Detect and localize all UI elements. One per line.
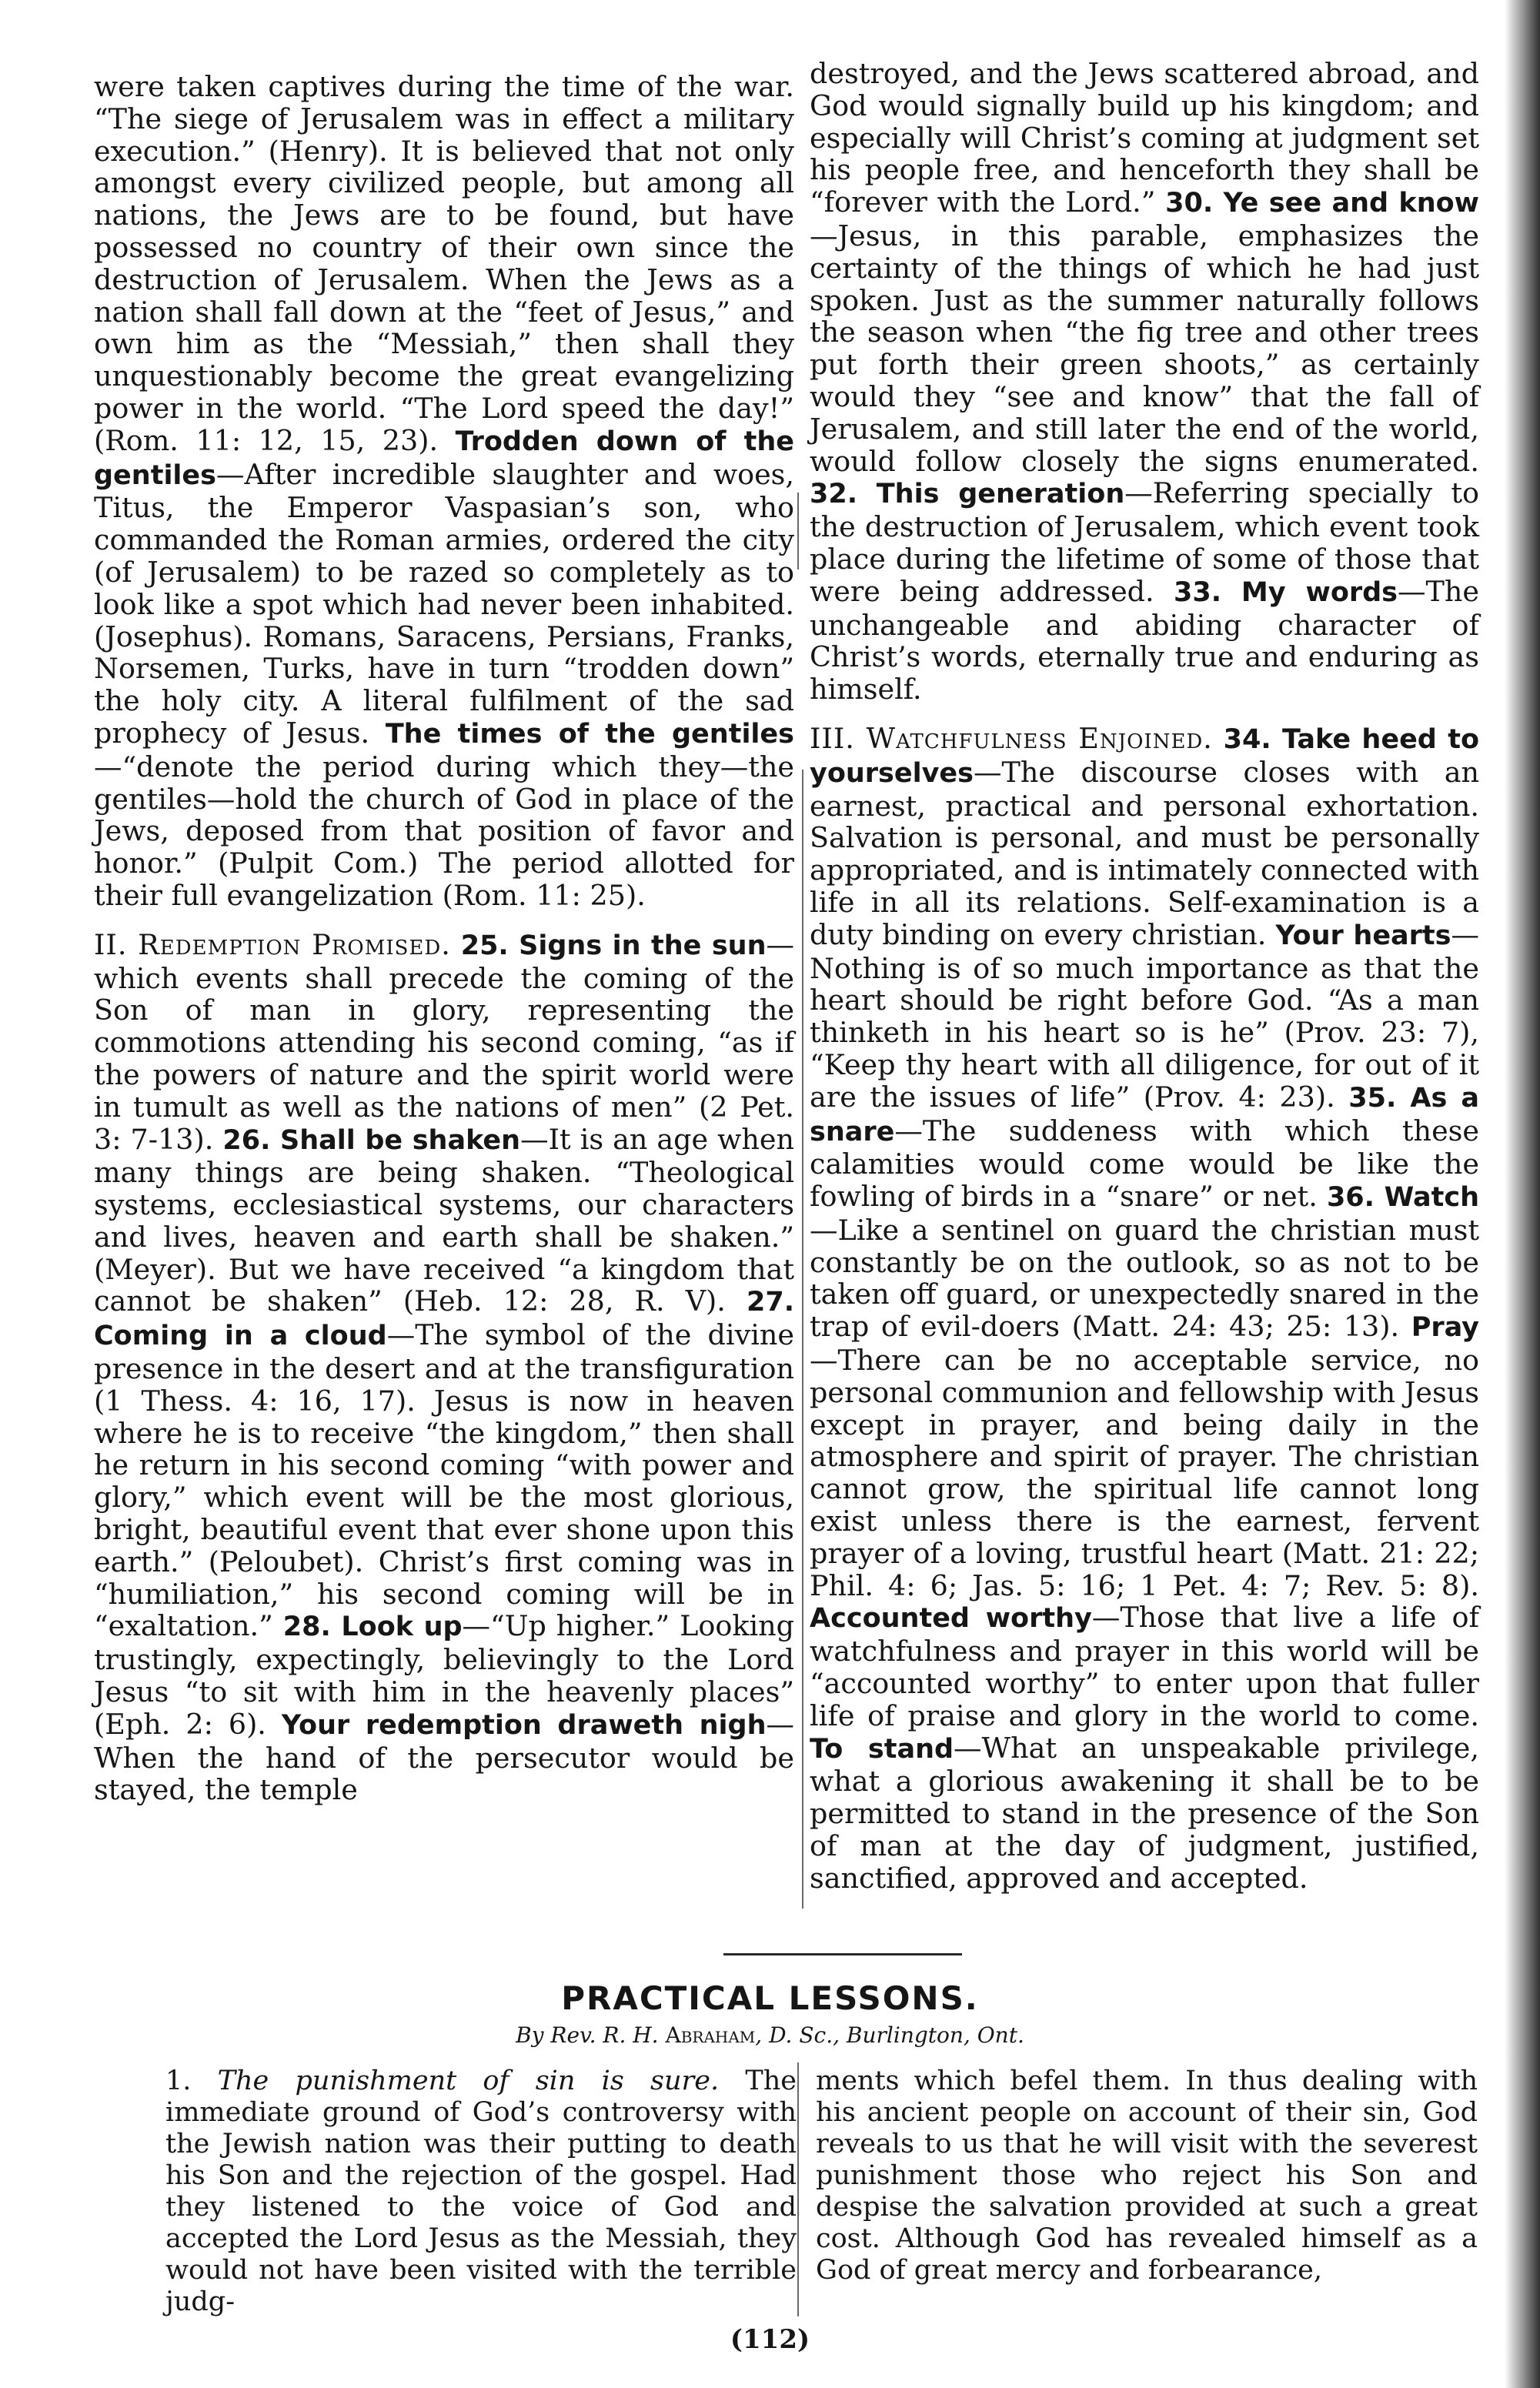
text-run: —“denote the period during which they—the gentiles—hold the church of God in place of the Jews, deposed from that position of favor and honor.” (Pulpit Com.) The period allotted for their full evangelization (Rom. 11: 25). [94,750,794,912]
page-number: (112) [730,2324,810,2355]
text-run: The immediate ground of God’s controversy with the Jewish nation was their putting to death his Son and the rejection of the gospel. Had they listened to the voice of God and accepted the Lord Jesus as the Messiah, they would not have been visited with the terrible judg- [165,2066,797,2317]
text-run: were taken captives during the time of the war. “The siege of Jerusalem was in effect a military execution.” (Henry). It is believed that not only amongst every civilized people, but among all nations, the Jews are to be found, but have possessed no country of their own since the destruction of Jerusalem. When the Jews as a nation shall fall down at the “feet of Jesus,” and own him as the “Messiah,” then shall they unquestionably become the great evangelizing power in the world. “The Lord speed the day!” (Rom. 11: 12, 15, 23). [94,70,794,457]
text-run: destroyed, and the Jews scattered abroad, and God would signally build up his kingdom; and especially will Christ’s coming at judgment set his people free, and henceforth they shall be “forever with the Lord.” [810,57,1479,219]
text-run: —Jesus, in this parable, emphasizes the certainty of the things of which he had just spoken. Just as the summer naturally follows the season when “the fig tree and other trees put forth their green shoots,” as certainly would they “see and know” that the fall of Jerusalem, and still later the end of the world, would follow closely the signs enumerated. [810,219,1479,478]
text-run: —“Up higher.” Looking trustingly, expectingly, believingly to the Lord Jesus “to sit with him in the heavenly places” (Eph. 2: 6). [94,1609,794,1741]
lessons-paragraph [165,2066,797,2318]
keyword-snare: 35. As a snare [810,1082,1479,1147]
keyword-watch: 36. Watch [1326,1182,1480,1214]
text-run: —It is an age when many things are being shaken. “Theological systems, ecclesiastical systems, our characters and lives, heaven and earth shall be shaken.” (Meyer). But we have received “a kingdom that cannot be shaken” (Heb. 12: 28, R. V). [94,1122,794,1318]
text-run: ments which befel them. In thus dealing with his ancient people on account of their sin, God reveals to us that he will visit with the severest punishment those who reject his Son and despise the salvation provided at such a great cost. Although God has revealed himself as a God of great mercy and forbearance, [816,2066,1478,2286]
lessons-left-column [165,2066,797,2318]
keyword-look-up: 28. Look up [282,1611,463,1643]
text-run: —When the hand of the persecutor would be stayed, the temple [94,1707,794,1807]
text-run: —The suddeness with which these calamities would come would be like the fowling of birds in a “snare” or net. [810,1114,1479,1214]
right-paragraph [810,58,1479,706]
keyword-pray: Pray [1411,1312,1479,1344]
left-paragraph [94,929,794,1807]
keyword-my-words: 33. My words [1174,576,1398,608]
section-heading-watchfulness: III. Watchfulness Enjoined. [810,721,1213,755]
text-run: —Like a sentinel on guard the christian must constantly be on the outlook, so as not to be taken off guard, or unexpectedly snared in the trap of evil-doers (Matt. 24: 43; 25: 13). [810,1213,1479,1344]
keyword-hearts: Your hearts [1275,920,1451,951]
byline-name: Abraham [665,2022,756,2048]
keyword-ye-see: 30. Ye see and know [1165,188,1479,219]
text-run: —What an unspeakable privilege, what a glorious awakening it shall be to be permitted to stand in the presence of the Son of man at the day of judgment, justified, sanctified, approved and accepted. [810,1731,1479,1895]
left-paragraph [94,71,794,912]
text-run: —After incredible slaughter and woes, Titus, the Emperor Vaspasian’s son, who commanded the Roman armies, ordered the city (of Jerusalem) to be razed so completely as to look like a spot which had never been inhabited. (Josephus). Romans, Saracens, Persians, Franks, Norsemen, Turks, have in turn “trodden down” the holy city. A literal fulfilment of the sad prophecy of Jesus. [94,457,794,750]
text-run: —The symbol of the divine presence in the desert and at the transfiguration (1 Thess. 4: 16, 17). Jesus is now in heaven where he is to receive “the kingdom,” then shall he return in his second coming “with power and glory,” which event will be the most glorious, bright, beautiful event that ever shone upon this earth.” (Peloubet). Christ’s first coming was in “humiliation,” his second coming will be in “exaltation.” [94,1318,794,1643]
text-run: —The unchangeable and abiding character of Christ’s words, eternally true and enduring as himself. [810,574,1479,706]
right-paragraph [810,723,1479,1895]
byline-prefix: By Rev. R. H. [516,2022,666,2048]
text-run: —which events shall precede the coming of the Son of man in glory, representing the commotions attending his second coming, “as if the powers of nature and the spirit world were in tumult as well as the nations of men” (2 Pet. 3: 7-13). [94,927,794,1156]
text-run: —Nothing is of so much importance as that the heart should be right before God. “As a man thinketh in his heart so is he” (Prov. 23: 7), “Keep thy heart with all diligence, for out of it are the issues of life” (Prov. 4: 23). [810,917,1479,1114]
column-rule [797,493,799,569]
keyword-shaken: 26. Shall be shaken [222,1124,521,1156]
scan-edge-shadow [1505,0,1540,2388]
lessons-title: PRACTICAL LESSONS. [561,1979,979,2017]
text-run: —There can be no acceptable service, no personal communion and fellowship with Jesus except in prayer, and being daily in the atmosphere and spirit of prayer. The christian cannot grow, the spiritual life cannot long exist unless there is the earnest, fervent prayer of a loving, trustful heart (Matt. 21: 22; Phil. 4: 6; Jas. 5: 16; 1 Pet. 4: 7; Rev. 5: 8). [810,1344,1479,1602]
keyword-trodden: Trodden down of the gentiles [94,426,794,491]
column-rule [802,770,803,1909]
lessons-right-column [816,2066,1478,2286]
section-divider [723,1953,962,1955]
byline-suffix: , D. Sc., Burlington, Ont. [755,2022,1024,2048]
column-rule [797,2062,799,2316]
byline [0,2022,1540,2048]
left-column [94,71,794,1806]
keyword-take-heed: 34. Take heed to yourselves [810,723,1479,789]
keyword-accounted-worthy: Accounted worthy [810,1603,1092,1635]
lessons-paragraph [816,2066,1478,2286]
text-run: —Those that live a life of watchfulness and prayer in this world will be “accounted worthy” to enter upon that fuller life of praise and glory in the world to come. [810,1601,1480,1732]
lesson-number: 1. [165,2066,192,2096]
keyword-redemption: Your redemption draweth nigh [281,1709,767,1741]
keyword-cloud: 27. Coming in a cloud [94,1287,794,1352]
keyword-signs: 25. Signs in the sun [460,930,767,961]
text-run: —Referring specially to the destruction of Jerusalem, which event took place during the lifetime of some of those that were being addressed. [810,476,1479,608]
text-run: —The discourse closes with an earnest, practical and personal exhortation. Salvation is personal, and must be personally appropriated, and is intimately connected with life in all its relations. Self-examination is a duty binding on every christian. [810,755,1479,951]
keyword-to-stand: To stand [810,1733,954,1765]
keyword-generation: 32. This generation [810,479,1125,510]
section-heading-redemption: II. Redemption Promised. [94,927,451,961]
lesson-lead: The punishment of sin is sure. [217,2066,720,2096]
right-column [810,58,1479,1895]
keyword-times-of-gentiles: The times of the gentiles [385,718,795,750]
